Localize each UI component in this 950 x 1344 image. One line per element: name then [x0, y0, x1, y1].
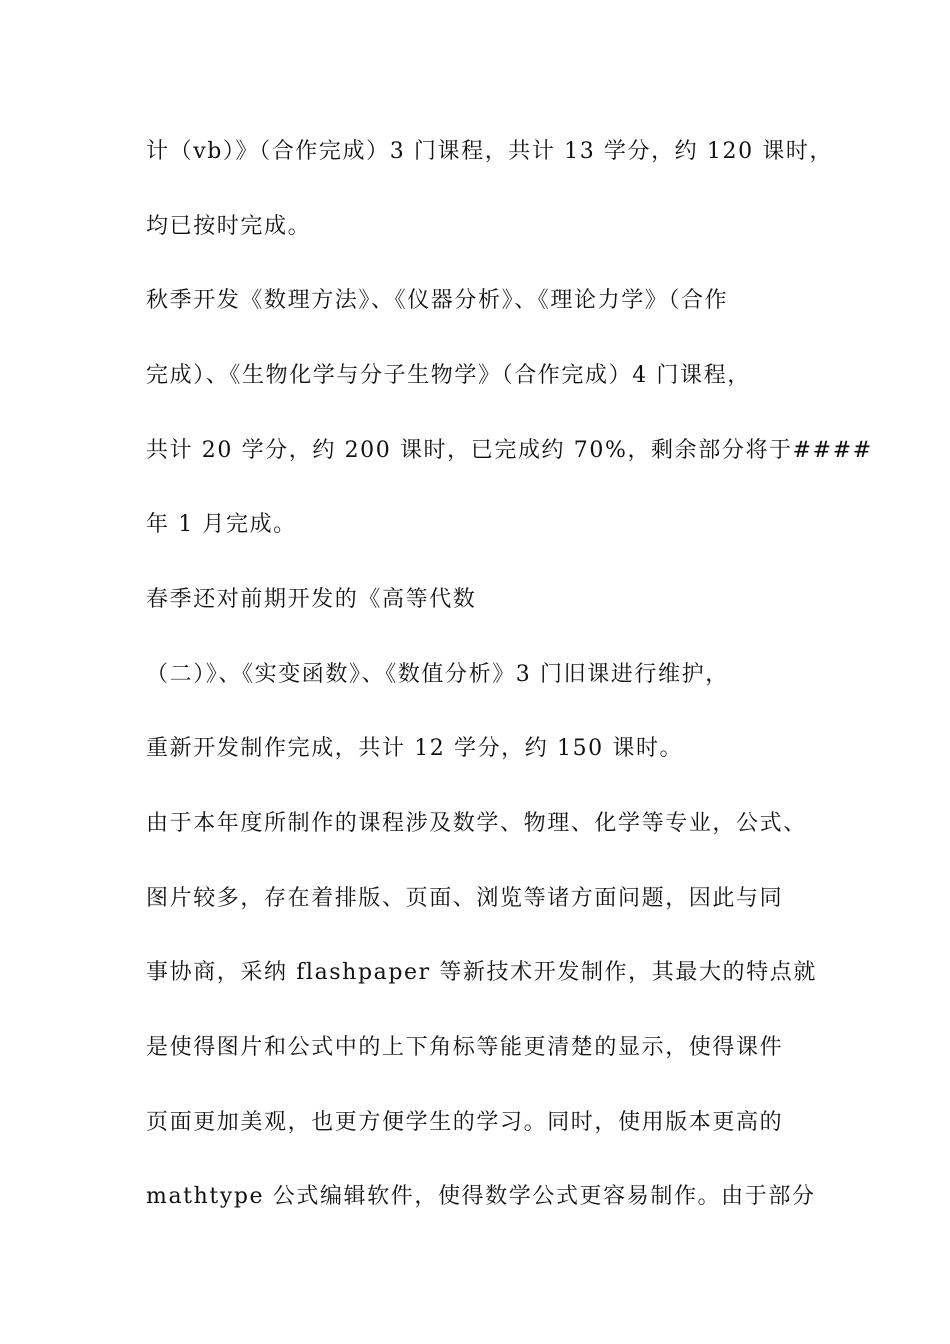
text-line: 由于本年度所制作的课程涉及数学、物理、化学等专业，公式、	[146, 811, 807, 836]
text-line: 事协商，采纳 flashpaper 等新技术开发制作，其最大的特点就	[146, 960, 817, 985]
text-line: 均已按时完成。	[146, 214, 312, 239]
text-line: （二）》、《实变函数》、《数值分析》3 门旧课进行维护，	[146, 662, 729, 687]
text-line: 重新开发制作完成，共计 12 学分，约 150 课时。	[146, 736, 684, 761]
text-line: 秋季开发《数理方法》、《仪器分析》、《理论力学》（合作	[146, 288, 729, 313]
text-line: 完成）、《生物化学与分子生物学》（合作完成）4 门课程，	[146, 363, 751, 388]
text-line: 页面更加美观，也更方便学生的学习。同时，使用版本更高的	[146, 1110, 784, 1135]
text-line: 年 1 月完成。	[146, 512, 297, 537]
text-line: 图片较多，存在着排版、页面、浏览等诸方面问题，因此与同	[146, 886, 784, 911]
text-line: 计（vb）》（合作完成）3 门课程，共计 13 学分，约 120 课时，	[146, 139, 834, 164]
text-line: 是使得图片和公式中的上下角标等能更清楚的显示，使得课件	[146, 1035, 784, 1060]
text-line: 春季还对前期开发的《高等代数	[146, 587, 477, 612]
text-line: mathtype 公式编辑软件，使得数学公式更容易制作。由于部分	[146, 1184, 816, 1209]
text-line: 共计 20 学分，约 200 课时，已完成约 70%，剩余部分将于####	[146, 438, 873, 463]
